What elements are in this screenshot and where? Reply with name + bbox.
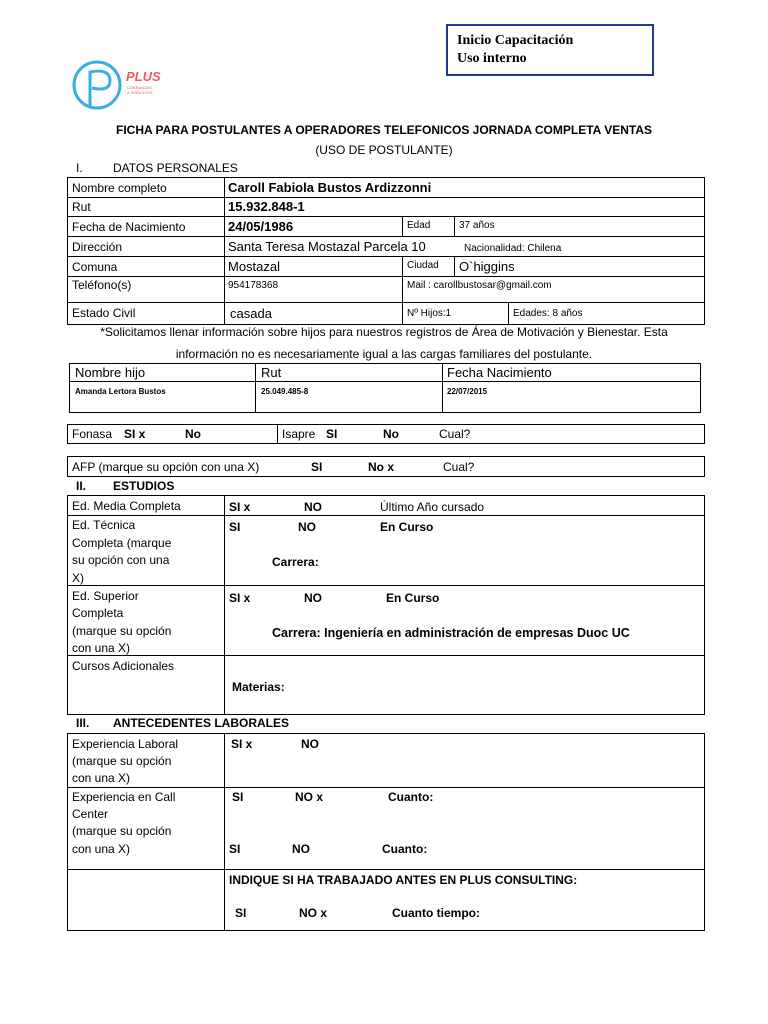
exp-label-2: (marque su opción	[72, 754, 172, 768]
note-line1: *Solicitamos llenar información sobre hijos para nuestros registros de Área de Motivación y Bienestar. Esta	[100, 325, 668, 339]
page-subtitle: (USO DE POSTULANTE)	[315, 143, 453, 157]
edad-value: 37 años	[459, 220, 495, 231]
fonasa-no: No	[185, 427, 201, 441]
exp-no: NO	[301, 737, 319, 751]
fecha-label: Fecha de Nacimiento	[72, 220, 186, 234]
call-label-3: (marque su opción	[72, 824, 172, 838]
media-label: Ed. Media Completa	[72, 499, 181, 513]
rut-value: 15.932.848-1	[228, 199, 305, 214]
tecnica-label-4: X)	[72, 571, 84, 585]
logo-brand: PLUS	[126, 69, 161, 84]
plus-logo	[70, 56, 170, 114]
plus-si: SI	[235, 906, 247, 920]
superior-label-3: (marque su opción	[72, 624, 172, 638]
call-si-2: SI	[229, 842, 241, 856]
nacionalidad-value: Nacionalidad: Chilena	[464, 243, 562, 254]
page-title: FICHA PARA POSTULANTES A OPERADORES TELEFONICOS JORNADA COMPLETA VENTAS	[115, 123, 653, 137]
exp-label-1: Experiencia Laboral	[72, 737, 179, 751]
afp-cual: Cual?	[443, 460, 475, 474]
section2-num: II.	[76, 479, 87, 493]
tecnica-label-1: Ed. Técnica	[72, 518, 136, 532]
hijo-fecha: 22/07/2015	[447, 387, 488, 396]
isapre-cual: Cual?	[439, 427, 471, 441]
nombre-value: Caroll Fabiola Bustos Ardizzonni	[228, 180, 432, 195]
salud-row	[67, 424, 705, 444]
isapre-label: Isapre	[282, 427, 316, 441]
superior-label-4: con una X)	[72, 641, 131, 655]
afp-label: AFP (marque su opción con una X)	[72, 460, 260, 474]
section1-title: DATOS PERSONALES	[113, 161, 238, 175]
hijos-header-rut: Rut	[261, 365, 282, 380]
tecnica-no: NO	[298, 520, 316, 534]
comuna-label: Comuna	[72, 260, 118, 274]
call-no-2: NO	[292, 842, 310, 856]
fecha-value: 24/05/1986	[228, 219, 294, 234]
section2-title: ESTUDIOS	[113, 479, 175, 493]
afp-no: No x	[368, 460, 395, 474]
edades-value: Edades: 8 años	[513, 308, 583, 319]
mail-value: Mail : carollbustosar@gmail.com	[407, 280, 552, 291]
hijos-table	[69, 363, 701, 413]
note-line2: información no es necesariamente igual a las cargas familiares del postulante.	[175, 347, 593, 361]
call-no-1: NO x	[295, 790, 324, 804]
media-ultimo: Último Año cursado	[380, 500, 485, 514]
hijos-header-nombre: Nombre hijo	[75, 365, 146, 380]
exp-si: SI x	[231, 737, 253, 751]
tecnica-si: SI	[229, 520, 241, 534]
superior-si: SI x	[229, 591, 251, 605]
plus-logo-icon	[70, 56, 170, 114]
ciudad-label: Ciudad	[407, 260, 439, 271]
superior-carrera: Carrera: Ingeniería en administración de empresas Duoc UC	[272, 626, 630, 640]
comuna-value: Mostazal	[228, 259, 281, 274]
call-label-1: Experiencia en Call	[72, 790, 176, 804]
fonasa-si: SI x	[124, 427, 146, 441]
telefono-label: Teléfono(s)	[72, 278, 132, 292]
section3-num: III.	[76, 716, 90, 730]
plus-question: INDIQUE SI HA TRABAJADO ANTES EN PLUS CONSULTING:	[229, 873, 578, 887]
stamp-line1: Inicio Capacitación	[457, 33, 574, 48]
tecnica-label-2: Completa (marque	[72, 536, 172, 550]
superior-label-2: Completa	[72, 606, 124, 620]
call-cuanto-1: Cuanto:	[388, 790, 434, 804]
cursos-label: Cursos Adicionales	[72, 659, 175, 673]
exp-label-3: con una X)	[72, 771, 131, 785]
fonasa-label: Fonasa	[72, 427, 113, 441]
hijo-nombre: Amanda Lertora Bustos	[75, 387, 166, 396]
rut-label: Rut	[72, 200, 91, 214]
hijo-rut: 25.049.485-8	[261, 387, 309, 396]
tecnica-label-3: su opción con una	[72, 553, 170, 567]
section3-title: ANTECEDENTES LABORALES	[113, 716, 290, 730]
stamp-box	[446, 24, 654, 76]
estado-value: casada	[230, 306, 272, 321]
ciudad-value: O`higgins	[459, 259, 515, 274]
edad-label: Edad	[407, 220, 431, 231]
stamp-line2: Uso interno	[457, 51, 527, 66]
superior-en-curso: En Curso	[386, 591, 440, 605]
isapre-no: No	[383, 427, 399, 441]
call-cuanto-2: Cuanto:	[382, 842, 428, 856]
superior-no: NO	[304, 591, 322, 605]
call-si-1: SI	[232, 790, 244, 804]
plus-tiempo: Cuanto tiempo:	[392, 906, 480, 920]
afp-si: SI	[311, 460, 323, 474]
laborales-table	[67, 733, 705, 931]
hijos-header-fecha: Fecha Nacimiento	[447, 365, 552, 380]
logo-tagline1: COBRANZAS	[127, 85, 152, 90]
media-no: NO	[304, 500, 322, 514]
nombre-label: Nombre completo	[72, 181, 167, 195]
isapre-si: SI	[326, 427, 338, 441]
tecnica-carrera: Carrera:	[272, 555, 319, 569]
estado-label: Estado Civil	[72, 306, 136, 320]
telefono-value: 954178368	[228, 280, 279, 291]
call-label-2: Center	[72, 807, 109, 821]
section1-num: I.	[76, 161, 83, 175]
personal-table	[67, 177, 705, 325]
afp-row	[67, 456, 705, 477]
direccion-value: Santa Teresa Mostazal Parcela 10	[228, 239, 426, 254]
tecnica-en-curso: En Curso	[380, 520, 434, 534]
call-label-4: con una X)	[72, 842, 131, 856]
materias-label: Materias:	[232, 680, 285, 694]
media-si: SI x	[229, 500, 251, 514]
hijos-value: Nº Hijos:1	[407, 308, 452, 319]
estudios-table	[67, 495, 705, 715]
plus-no: NO x	[299, 906, 328, 920]
direccion-label: Dirección	[72, 240, 123, 254]
logo-tagline2: & SERVICIOS	[127, 90, 153, 95]
superior-label-1: Ed. Superior	[72, 589, 139, 603]
